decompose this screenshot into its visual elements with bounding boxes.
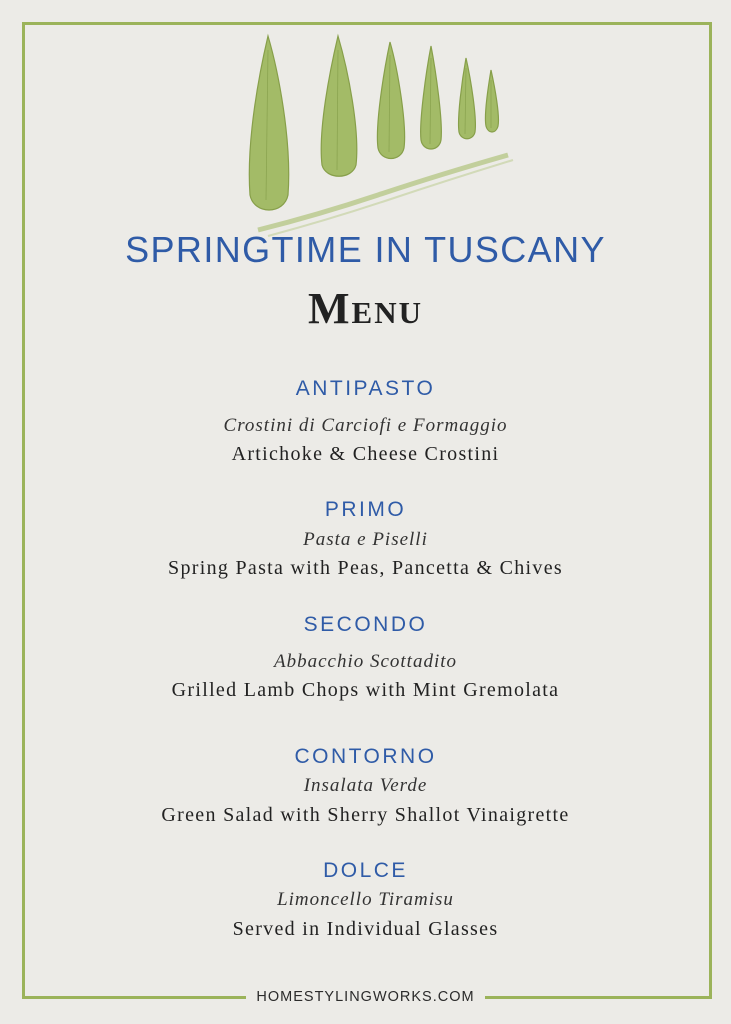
- course-title-primo: PRIMO: [324, 498, 407, 521]
- cypress-trees-icon: [238, 30, 518, 245]
- menu-title: SPRINGTIME IN TUSCANY: [125, 229, 606, 270]
- footer-website: HOMESTYLINGWORKS.COM: [246, 989, 484, 1005]
- course-english-secondo: Grilled Lamb Chops with Mint Gremolata: [171, 679, 560, 701]
- course-italian-dolce: Limoncello Tiramisu: [277, 889, 454, 910]
- course-italian-contorno: Insalata Verde: [303, 775, 428, 796]
- footer: [0, 988, 731, 1006]
- course-english-antipasto: Artichoke & Cheese Crostini: [231, 443, 500, 465]
- course-english-primo: Spring Pasta with Peas, Pancetta & Chives: [168, 557, 563, 579]
- course-title-contorno: CONTORNO: [294, 745, 437, 768]
- course-italian-secondo: Abbacchio Scottadito: [273, 651, 458, 672]
- course-english-dolce: Served in Individual Glasses: [232, 918, 499, 940]
- course-title-dolce: DOLCE: [323, 859, 408, 882]
- course-title-secondo: SECONDO: [303, 613, 428, 636]
- course-title-antipasto: ANTIPASTO: [295, 377, 436, 400]
- course-english-contorno: Green Salad with Sherry Shallot Vinaigrette: [161, 804, 570, 826]
- course-italian-antipasto: Crostini di Carciofi e Formaggio: [223, 415, 508, 436]
- menu-subtitle: Menu: [308, 284, 423, 333]
- course-italian-primo: Pasta e Piselli: [303, 529, 428, 550]
